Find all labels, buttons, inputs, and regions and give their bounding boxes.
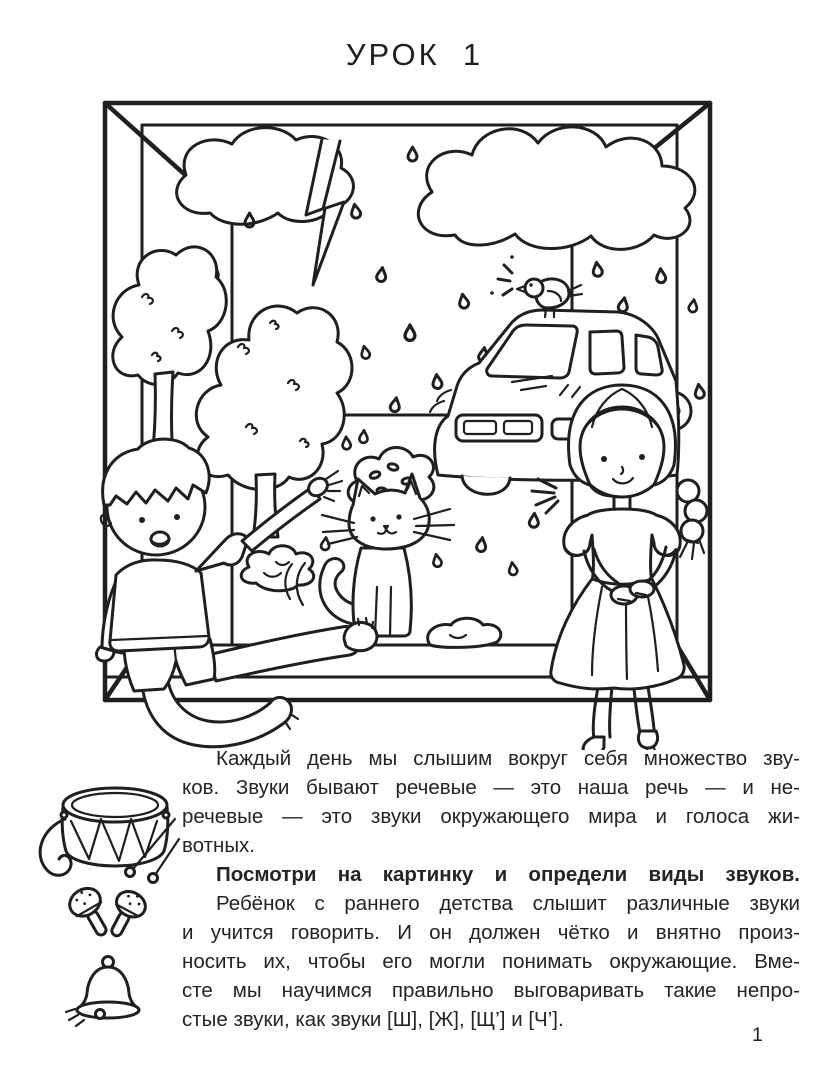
text-line: носить их, чтобы его могли понимать окружающие. Вме- <box>182 950 800 973</box>
text-line: Каждый день мы слышим вокруг себя множество зву- <box>216 747 800 770</box>
puddle <box>241 546 313 591</box>
bell-icon <box>58 952 153 1030</box>
window-scene <box>60 85 750 750</box>
window-scene-illustration <box>60 85 750 755</box>
mound <box>428 618 501 647</box>
lesson-text <box>182 744 800 1034</box>
maracas-icon <box>52 882 164 944</box>
drum-icon <box>35 775 185 893</box>
girl <box>551 385 707 750</box>
text-line: и учится говорить. И он должен чётко и внятно произ- <box>182 921 800 944</box>
page-title: УРОК 1 <box>345 37 484 72</box>
page-number: 1 <box>752 1024 763 1046</box>
text-line: вотных. <box>182 834 256 857</box>
text-line: Ребёнок с раннего детства слышит различные звуки <box>216 892 800 915</box>
honk-lines <box>532 479 558 513</box>
tree-center <box>196 306 352 537</box>
text-line: речевые — это звуки окружающего мира и голоса жи- <box>182 805 800 828</box>
text-line: ков. Звуки бывают речевые — это наша речь — и не- <box>182 776 800 799</box>
task-line: Посмотри на картинку и определи виды звуков. <box>216 863 800 886</box>
bird-icon <box>490 255 582 317</box>
rain-cloud <box>418 127 694 249</box>
text-line: сте мы научимся правильно выговаривать такие непро- <box>182 979 800 1002</box>
bird-song-lines <box>490 255 514 295</box>
text-line: стые звуки, как звуки [Ш], [Ж], [Щ’] и [Ч’]. <box>182 1008 564 1031</box>
